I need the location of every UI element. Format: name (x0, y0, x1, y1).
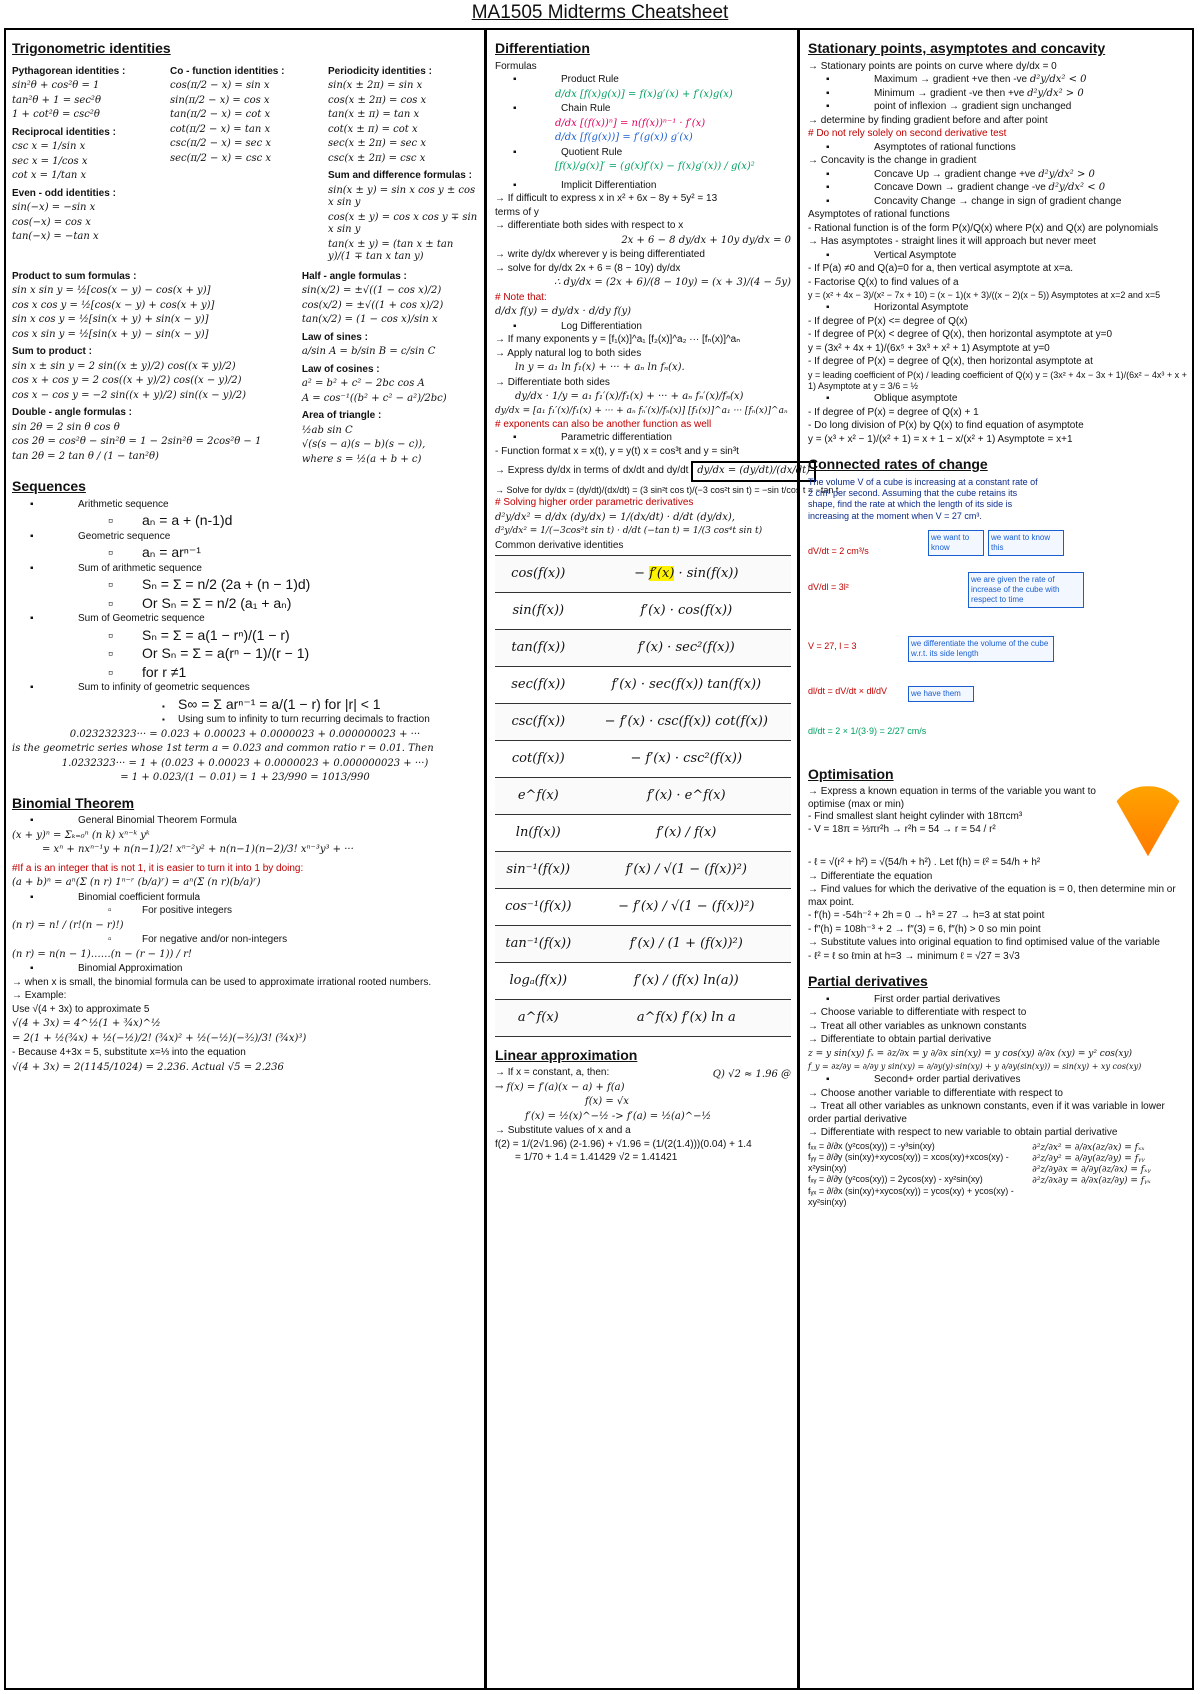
log-3: ln y = a₁ ln f₁(x) + ··· + aₙ ln fₙ(x). (515, 362, 685, 373)
sum-arith-label: ▪ Sum of arithmetic sequence (12, 563, 478, 576)
note-label: # Note that: (495, 291, 547, 303)
recip-2: sec x = 1/cos x (12, 155, 88, 167)
lin-2: → f(x) = f′(a)(x − a) + f(a) (495, 1081, 625, 1093)
sumdiff-2: cos(x ± y) = cos x cos y ∓ sin x sin y (328, 211, 478, 235)
linear-approx-section (495, 1047, 791, 1165)
stat-vert: ▪ Vertical Asymptote (808, 250, 1188, 263)
stationary-heading: Stationary points, asymptotes and concavity (808, 40, 1106, 56)
rates-eq-3: V = 27, l = 3 (808, 640, 857, 651)
stat-obl: ▪ Oblique asymptote (808, 393, 1188, 406)
sum-geo-label: ▪ Sum of Geometric sequence (12, 613, 478, 626)
lin-3: f(x) = √x (585, 1096, 629, 1108)
log-diff-label: ▪ Log Differentiation (495, 321, 791, 334)
partial-q5: fᵧᵧ = ∂/∂y (sin(xy)+xycos(xy)) = xcos(xy)+xcos(xy) - x²ysin(xy) (808, 1151, 1009, 1173)
opt-3: - V = 18π = ⅓πr²h → r²h = 54 → r = 54 / r² (808, 823, 996, 835)
partial-heading: Partial derivatives (808, 973, 928, 990)
log-1: → If many exponents y = [f₁(x)]^a₁ [f₂(x)]^a₂ ··· [fₙ(x)]^aₙ (495, 334, 741, 345)
stat-h1: - If degree of P(x) <= degree of Q(x) (808, 315, 968, 327)
stat-h5: y = leading coefficient of P(x) / leading coefficient of Q(x) y = (3x² + 4x − 3x + 1)/(6x² − 4x³ + x + 1) Asymptote at y = 3/6 = ½ (808, 369, 1187, 391)
derivative-result: f′(x) / (f(x) ln(a)) (582, 962, 791, 999)
area-3: where s = ½(a + b + c) (301, 453, 422, 465)
partial-q1: → Choose another variable to differentiate with respect to (808, 1087, 1063, 1099)
cofunc-6: sec(π/2 − x) = csc x (170, 152, 272, 164)
implicit-label: ▪ Implicit Differentiation (495, 180, 791, 193)
implicit-7: ∴ dy/dx = (2x + 6)/(8 − 10y) = (x + 3)/(4 − 5y) (554, 277, 791, 288)
partial-p5: f_y = ∂z/∂y = ∂/∂y y sin(xy) = ∂/∂y(y)·sin(xy) + y ∂/∂y(sin(xy)) = sin(xy) + xy cos(xy) (808, 1062, 1142, 1071)
derivative-function: cot(f(x)) (495, 740, 582, 777)
stat-o2: - Do long division of P(x) by Q(x) to find equation of asymptote (808, 420, 1084, 432)
param-2 (495, 459, 811, 484)
derivative-row (495, 555, 791, 592)
half-3: tan(x/2) = (1 − cos x)/sin x (301, 314, 438, 325)
stat-cc: ▪ Concavity Change → change in sign of gradient change (808, 196, 1188, 209)
column-left (4, 30, 484, 1690)
derivative-result: f′(x) · sec(f(x)) tan(f(x)) (582, 666, 791, 703)
stat-h2: - If degree of P(x) < degree of Q(x), then horizontal asymptote at y=0 (808, 329, 1113, 341)
binom-pos-label: ▫ For positive integers (12, 905, 478, 918)
stat-ar-head: Asymptotes of rational functions (808, 209, 950, 220)
cosines-2: A = cos⁻¹((b² + c² − a²)/2bc) (301, 392, 447, 404)
stat-max-text: Maximum → gradient +ve then -ve (874, 74, 1028, 85)
stat-horiz: ▪ Horizontal Asymptote (808, 302, 1188, 315)
binom-red-note: #If a is an integer that is not 1, it is easier to turn it into 1 by doing: (12, 862, 304, 874)
rates-box-4: we differentiate the volume of the cube w.r.t. its side length (908, 636, 1054, 662)
derivative-row (495, 962, 791, 999)
log-6: dy/dx = [a₁ f₁′(x)/f₁(x) + ··· + aₙ fₙ′(x)/fₙ(x)] [f₁(x)]^a₁ ··· [fₙ(x)]^aₙ (495, 405, 788, 416)
partial-notation (1032, 1143, 1188, 1207)
param-3: → Solve for dy/dx = (dy/dt)/(dx/dt) = (3 sin²t cos t)/(−3 cos²t sin t) = −sin t/cos t = −tan t (495, 484, 839, 495)
binom-neg-label: ▫ For negative and/or non-integers (12, 934, 478, 947)
partial-m2: ∂²z/∂y² = ∂/∂y(∂z/∂y) = fᵧᵧ (1032, 1153, 1145, 1164)
partial-q7: fᵧₓ = ∂/∂x (sin(xy)+xycos(xy)) = ycos(xy) + ycos(xy) - xy²sin(xy) (808, 1185, 1014, 1207)
stat-ar2: → Has asymptotes - straight lines it will approach but never meet (808, 236, 1096, 247)
opt-7: - f′(h) = -54h⁻² + 2h = 0 → h³ = 27 → h=3 at stat point (808, 910, 1045, 922)
sum-inf-label: ▪ Sum to infinity of geometric sequences (12, 682, 478, 695)
chain-rule-f1: d/dx [(f(x))ⁿ] = n(f(x))ⁿ⁻¹ · f′(x) (555, 117, 706, 129)
cone-image (1108, 786, 1188, 856)
stat-asym-rat: ▪ Asymptotes of rational functions (808, 142, 1188, 155)
partial-q2: → Treat all other variables as unknown constants, even if it was variable in lower order partial derivative (808, 1101, 1165, 1125)
derivative-result: f′(x) · sec²(f(x)) (582, 629, 791, 666)
s2p-label: Sum to product : (12, 346, 92, 357)
cosines-1: a² = b² + c² − 2bc cos A (301, 378, 425, 389)
sum-inf-formula: ▪ S∞ = Σ arⁿ⁻¹ = a/(1 − r) for |r| < 1 (12, 696, 478, 714)
binomial-heading: Binomial Theorem (12, 794, 135, 811)
pyth-label: Pythagorean identities : (12, 65, 126, 77)
higher-red-note: # Solving higher order parametric derivatives (495, 497, 694, 508)
optimisation-heading: Optimisation (808, 765, 894, 782)
sines-1: a/sin A = b/sin B = c/sin C (301, 346, 436, 357)
derivative-result: − f′(x) · csc(f(x)) cot(f(x)) (582, 703, 791, 740)
stat-o1: - If degree of P(x) = degree of Q(x) + 1 (808, 406, 979, 418)
partial-second-label: ▪ Second+ order partial derivatives (808, 1074, 1188, 1087)
partial-q3: → Differentiate with respect to new variable to obtain partial derivative (808, 1127, 1118, 1138)
derivative-row (495, 740, 791, 777)
binom-coef-label: ▪ Binomial coefficient formula (12, 892, 478, 905)
trig-col-1 (12, 61, 162, 266)
binom-f3: (a + b)ⁿ = aⁿ(Σ (n r) 1ⁿ⁻ʳ (b/a)ʳ) = aⁿ(Σ (n r)(b/a)ʳ) (12, 877, 261, 888)
cofunc-3: tan(π/2 − x) = cot x (170, 109, 271, 120)
derivative-row (495, 703, 791, 740)
lin-7: = 1/70 + 1.4 = 1.41429 √2 = 1.41421 (515, 1152, 678, 1164)
param-label: ▪ Parametric differentiation (495, 432, 791, 445)
log-4: → Differentiate both sides (495, 376, 610, 388)
derivative-function: cos(f(x)) (495, 555, 582, 592)
period-label: Periodicity identities : (328, 65, 432, 77)
stat-cd-cond: d²y/dx² < 0 (1048, 182, 1106, 193)
recurring-ex-3: 1.0232323··· = 1 + (0.023 + 0.00023 + 0.0000023 + 0.000000023 + ···) (61, 757, 429, 769)
geo-formula: ▫ aₙ = arⁿ⁻¹ (12, 544, 478, 562)
binom-f2: = xⁿ + nxⁿ⁻¹y + n(n−1)/2! xⁿ⁻²y² + n(n−1)(n−2)/3! xⁿ⁻³y³ + ··· (42, 844, 354, 855)
sum-arith-2: ▫ Or Sₙ = Σ = n/2 (a₁ + aₙ) (12, 595, 478, 613)
binom-approx-label: ▪ Binomial Approximation (12, 963, 478, 976)
derivative-function: e^f(x) (495, 777, 582, 814)
derivative-row (495, 851, 791, 888)
period-1: sin(x ± 2π) = sin x (328, 80, 423, 91)
derivative-result: f′(x) / f(x) (582, 814, 791, 851)
param-1: - Function format x = x(t), y = y(t) x = cos³t and y = sin³t (495, 445, 739, 457)
recip-1: csc x = 1/sin x (12, 141, 86, 152)
quotient-rule-label: ▪ Quotient Rule (495, 147, 791, 160)
evenodd-label: Even - odd identities : (12, 187, 116, 199)
stat-min-cond: d²y/dx² > 0 (1027, 87, 1084, 99)
binom-w3: - Because 4+3x = 5, substitute x=⅓ into the equation (12, 1047, 246, 1058)
evenodd-3: tan(−x) = −tan x (12, 231, 99, 242)
half-2: cos(x/2) = ±√((1 + cos x)/2) (301, 299, 444, 311)
product-rule-formula: d/dx [f(x)g(x)] = f(x)g′(x) + f′(x)g(x) (555, 88, 733, 100)
recurring-ex-4: = 1 + 0.023/(1 − 0.01) = 1 + 23/990 = 1013/990 (120, 772, 370, 783)
derivative-function: tan(f(x)) (495, 629, 582, 666)
stat-inflex: ▪ point of inflexion → gradient sign unchanged (808, 101, 1188, 114)
recurring-label: ▪ Using sum to infinity to turn recurring decimals to fraction (12, 714, 478, 727)
binom-example-label: → Example: (12, 990, 67, 1001)
double-2: cos 2θ = cos²θ − sin²θ = 1 − 2sin²θ = 2cos²θ − 1 (12, 436, 262, 447)
binom-w1: √(4 + 3x) = 4^½(1 + ¾x)^½ (12, 1018, 161, 1029)
derivative-row (495, 999, 791, 1036)
param-2-text: → Express dy/dx in terms of dx/dt and dy/dt (495, 465, 689, 477)
opt-9: → Substitute values into original equation to find optimised value of the variable (808, 937, 1160, 949)
rates-section (808, 456, 1188, 756)
partial-p1: → Choose variable to differentiate with respect to (808, 1007, 1027, 1019)
stat-red: # Do not rely solely on second derivative test (808, 128, 1007, 139)
stat-cd-text: Concave Down → gradient change -ve (874, 182, 1046, 193)
linear-approx-heading: Linear approximation (495, 1046, 638, 1063)
derivative-result: − f′(x) / √(1 − (f(x))²) (582, 888, 791, 925)
double-3: tan 2θ = 2 tan θ / (1 − tan²θ) (12, 450, 159, 462)
area-1: ½ab sin C (301, 424, 353, 436)
stat-min-text: Minimum → gradient -ve then +ve (874, 87, 1025, 99)
cosines-label: Law of cosines : (301, 363, 380, 375)
cofunc-1: cos(π/2 − x) = sin x (170, 80, 270, 91)
binom-general-label: ▪ General Binomial Theorem Formula (12, 815, 478, 828)
double-label: Double - angle formulas : (12, 407, 133, 418)
optimisation-section (808, 766, 1188, 964)
period-2: cos(x ± 2π) = cos x (328, 94, 427, 106)
sum-arith-1: ▫ Sₙ = Σ = n/2 (2a + (n − 1)d) (12, 576, 478, 594)
cofunc-2: sin(π/2 − x) = cos x (170, 94, 270, 106)
stat-1: → Stationary points are points on curve where dy/dx = 0 (808, 60, 1057, 72)
s2p-1: sin x ± sin y = 2 sin((x ± y)/2) cos((x ∓ y)/2) (12, 360, 236, 372)
derivative-result: a^f(x) f′(x) ln a (582, 999, 791, 1036)
partial-m1: ∂²z/∂x² = ∂/∂x(∂z/∂x) = fₓₓ (1032, 1142, 1145, 1153)
sum-geo-1: ▫ Sₙ = Σ = a(1 − rⁿ)/(1 − r) (12, 627, 478, 645)
area-2: √(s(s − a)(s − b)(s − c)), (301, 439, 426, 450)
chain-rule-label: ▪ Chain Rule (495, 103, 791, 116)
quotient-rule-formula: [f(x)/g(x)]′ = (g(x)f′(x) − f(x)g′(x)) / g(x)² (555, 161, 755, 172)
stat-v2: - Factorise Q(x) to find values of a (808, 276, 959, 288)
prod-4: cos x sin y = ½[sin(x + y) − sin(x − y)] (12, 328, 209, 340)
arith-label: ▪ Arithmetic sequence (12, 499, 478, 512)
stat-2: → determine by finding gradient before and after point (808, 114, 1048, 126)
opt-5: → Differentiate the equation (808, 870, 933, 882)
double-1: sin 2θ = 2 sin θ cos θ (12, 421, 120, 433)
sequences-section (12, 478, 478, 785)
partial-m3: ∂²z/∂y∂x = ∂/∂y(∂z/∂x) = fₓᵧ (1032, 1165, 1151, 1175)
prod-label: Product to sum formulas : (12, 270, 137, 282)
stat-v1: - If P(a) ≠0 and Q(a)=0 for a, then vertical asymptote at x=a. (808, 263, 1074, 274)
stat-v3: y = (x² + 4x − 3)/(x² − 7x + 10) = (x − 1)(x + 3)/((x − 2)(x − 5)) Asymptotes at x=2 and x=5 (808, 290, 1161, 300)
lin-6: f(2) = 1/(2√1.96) (2-1.96) + √1.96 = (1/(2(1.4)))(0.04) + 1.4 (495, 1138, 752, 1150)
rates-heading: Connected rates of change (808, 456, 988, 473)
implicit-1: → If difficult to express x in x² + 6x − 8y + 5y² = 13 (495, 193, 718, 204)
opt-2: - Find smallest slant height cylinder with 18πcm³ (808, 811, 1023, 823)
derivative-result: f′(x) · e^f(x) (582, 777, 791, 814)
rates-eq-1: dV/dt = 2 cm³/s (808, 545, 869, 556)
s2p-2: cos x + cos y = 2 cos((x + y)/2) cos((x − y)/2) (12, 375, 242, 386)
partial-p2: → Treat all other variables as unknown constants (808, 1020, 1027, 1032)
derivative-row (495, 592, 791, 629)
arith-formula: ▫ aₙ = a + (n-1)d (12, 512, 478, 530)
partial-p3: → Differentiate to obtain partial derivative (808, 1034, 992, 1046)
cofunc-5: csc(π/2 − x) = sec x (170, 138, 272, 149)
stat-cu (808, 169, 1188, 182)
cofunc-4: cot(π/2 − x) = tan x (170, 123, 271, 135)
exp-red-note: # exponents can also be another function as well (495, 418, 712, 430)
stat-h3: y = (3x² + 4x + 1)/(6x⁵ + 3x³ + x² + 1) Asymptote at y=0 (808, 342, 1050, 354)
opt-8: - f″(h) = 108h⁻³ + 2 → f″(3) = 6, f″(h) > 0 so min point (808, 923, 1041, 935)
recurring-ex-2: is the geometric series whose 1st term a = 0.023 and common ratio r = 0.01. Then (12, 743, 434, 754)
sines-label: Law of sines : (301, 331, 368, 343)
product-rule-label: ▪ Product Rule (495, 74, 791, 87)
derivative-row (495, 777, 791, 814)
opt-1: → Express a known equation in terms of the variable you want to optimise (max or min) (808, 786, 1096, 810)
partial-workings (808, 1141, 1026, 1209)
derivative-function: csc(f(x)) (495, 703, 582, 740)
stat-cu-text: Concave Up → gradient change +ve (874, 168, 1036, 180)
evenodd-1: sin(−x) = −sin x (12, 202, 96, 213)
partial-p4: z = y sin(xy) fₓ = ∂z/∂x = y ∂/∂x sin(xy) = y cos(xy) ∂/∂x (xy) = y² cos(xy) (808, 1048, 1133, 1059)
derivative-row (495, 925, 791, 962)
half-label: Half - angle formulas : (301, 270, 407, 282)
rates-box-2: we want to know this (988, 530, 1064, 556)
rates-box-1: we want to know (928, 530, 984, 556)
binom-f1: (x + y)ⁿ = Σₖ₌₀ⁿ (n k) xⁿ⁻ᵏ yᵏ (12, 829, 150, 841)
derivative-result: − f′(x) · csc²(f(x)) (582, 740, 791, 777)
derivative-function: sin(f(x)) (495, 592, 582, 629)
diff-heading: Differentiation (495, 40, 590, 56)
stat-max (808, 74, 1188, 87)
rates-eq-5: dl/dt = 2 × 1/(3·9) = 2/27 cm/s (808, 725, 927, 736)
derivative-row (495, 666, 791, 703)
rates-box-3: we are given the rate of increase of the cube with respect to time (968, 572, 1084, 608)
stat-h4: - If degree of P(x) = degree of Q(x), then horizontal asymptote at (808, 356, 1093, 368)
binom-approx-text: → when x is small, the binomial formula can be used to approximate irrational rooted numbers. (12, 976, 432, 988)
highlight-mark: f′(x) (649, 565, 675, 581)
partial-q6: fₓᵧ = ∂/∂y (y²cos(xy)) = 2ycos(xy) - xy²sin(xy) (808, 1174, 983, 1185)
log-5: dy/dx · 1/y = a₁ f₁′(x)/f₁(x) + ··· + aₙ fₙ′(x)/fₙ(x) (515, 391, 744, 402)
derivative-row (495, 888, 791, 925)
derivative-function: ln(f(x)) (495, 814, 582, 851)
stat-o3: y = (x³ + x² − 1)/(x² + 1) = x + 1 − x/(x² + 1) Asymptote = x+1 (808, 433, 1073, 445)
trig-col-3 (328, 61, 478, 266)
sumdiff-label: Sum and difference formulas : (328, 170, 472, 181)
opt-text-block (808, 786, 1108, 856)
derivative-function: a^f(x) (495, 999, 582, 1036)
opt-4: - ℓ = √(r² + h²) = √(54/h + h²) . Let f(h) = ℓ² = 54/h + h² (808, 857, 1041, 869)
diff-formulas-label: Formulas (495, 60, 537, 72)
lin-4: f′(x) = ½(x)^−½ -> f′(a) = ½(a)^−½ (525, 1110, 712, 1122)
binom-w4: √(4 + 3x) = 2(1145/1024) = 2.236. Actual √5 = 2.236 (12, 1061, 284, 1073)
rates-eq-4: dl/dt = dV/dt × dl/dV (808, 685, 888, 696)
binom-w2: = 2(1 + ½(¾x) + ½(−½)/2! (¾x)² + ½(−½)(−³⁄₂)/3! (¾x)³) (12, 1032, 307, 1044)
binomial-section (12, 795, 478, 1075)
period-6: csc(x ± 2π) = csc x (328, 152, 426, 164)
lin-1 (495, 1067, 791, 1080)
note-formula: d/dx f(y) = dy/dx · d/dy f(y) (495, 306, 632, 317)
higher-2: d²y/dx² = 1/(−3cos²t sin t) · d/dt (−tan t) = 1/(3 cos⁴t sin t) (495, 526, 763, 536)
derivative-function: sec(f(x)) (495, 666, 582, 703)
trig-heading: Trigonometric identities (12, 40, 171, 56)
lin-1-question: Q) √2 ≈ 1.96 @ (712, 1069, 791, 1081)
column-right (797, 30, 1194, 1690)
recurring-ex-1: 0.023232323··· = 0.023 + 0.00023 + 0.0000023 + 0.000000023 + ··· (69, 728, 421, 740)
period-4: cot(x ± π) = cot x (328, 123, 418, 135)
derivative-result: f′(x) · cos(f(x)) (582, 592, 791, 629)
binom-pos-formula: (n r) = n! / (r!(n − r)!) (12, 919, 124, 931)
period-3: tan(x ± π) = tan x (328, 109, 420, 120)
derivative-row (495, 814, 791, 851)
trig-col-2 (170, 61, 320, 266)
partial-section (808, 973, 1188, 1208)
common-label: Common derivative identities (495, 540, 624, 552)
chain-rule-f2: d/dx [f(g(x))] = f′(g(x)) g′(x) (555, 132, 693, 143)
derivative-result: − f′(x) · sin(f(x)) (582, 555, 791, 592)
stat-ar1: - Rational function is of the form P(x)/Q(x) where P(x) and Q(x) are polynomials (808, 222, 1159, 234)
evenodd-2: cos(−x) = cos x (12, 216, 91, 228)
s2p-3: cos x − cos y = −2 sin((x + y)/2) sin((x − y)/2) (12, 389, 246, 401)
opt-6: → Find values for which the derivative of the equation is = 0, then determine min or max point. (808, 884, 1176, 908)
trig-col-4 (12, 266, 294, 469)
higher-1: d²y/dx² = d/dx (dy/dx) = 1/(dx/dt) · d/dt (dy/dx), (495, 511, 735, 523)
lin-1-text: → If x = constant, a, then: (495, 1067, 610, 1079)
derivative-function: tan⁻¹(f(x)) (495, 925, 582, 962)
pyth-3: 1 + cot²θ = csc²θ (12, 109, 100, 120)
partial-first-label: ▪ First order partial derivatives (808, 994, 1188, 1007)
recip-label: Reciprocal identities : (12, 126, 116, 138)
partial-m4: ∂²z/∂x∂y = ∂/∂x(∂z/∂y) = fᵧₓ (1032, 1176, 1151, 1187)
derivative-result: f′(x) / √(1 − (f(x))²) (582, 851, 791, 888)
derivative-row (495, 629, 791, 666)
sumdiff-3: tan(x ± y) = (tan x ± tan y)/(1 ∓ tan x tan y) (328, 238, 454, 262)
cofunc-label: Co - function identities : (170, 65, 285, 77)
derivative-function: logₐ(f(x)) (495, 962, 582, 999)
implicit-2: terms of y (495, 206, 539, 218)
derivative-table (495, 555, 791, 1037)
recip-3: cot x = 1/tan x (12, 170, 87, 181)
implicit-4: 2x + 6 − 8 dy/dx + 10y dy/dx = 0 (621, 234, 791, 246)
sumdiff-1: sin(x ± y) = sin x cos y ± cos x sin y (328, 184, 476, 208)
half-1: sin(x/2) = ±√((1 − cos x)/2) (301, 285, 442, 296)
prod-1: sin x sin y = ½[cos(x − y) − cos(x + y)] (12, 285, 211, 296)
derivative-function: cos⁻¹(f(x)) (495, 888, 582, 925)
pyth-2: tan²θ + 1 = sec²θ (12, 94, 101, 106)
log-2: → Apply natural log to both sides (495, 347, 642, 359)
period-5: sec(x ± 2π) = sec x (328, 138, 426, 149)
implicit-6: → solve for dy/dx 2x + 6 = (8 − 10y) dy/dx (495, 262, 681, 274)
prod-3: sin x cos y = ½[sin(x + y) + sin(x − y)] (12, 314, 209, 325)
implicit-3: → differentiate both sides with respect to x (495, 220, 684, 231)
derivative-result: f′(x) / (1 + (f(x))²) (582, 925, 791, 962)
page-title: MA1505 Midterms Cheatsheet (471, 2, 729, 23)
stationary-section (808, 40, 1188, 446)
stat-cu-cond: d²y/dx² > 0 (1038, 168, 1095, 180)
derivative-function: sin⁻¹(f(x)) (495, 851, 582, 888)
binom-use: Use √(4 + 3x) to approximate 5 (12, 1003, 150, 1015)
partial-q4: fₓₓ = ∂/∂x (y²cos(xy)) = -y³sin(xy) (808, 1140, 935, 1151)
lin-5: → Substitute values of x and a (495, 1125, 631, 1137)
trig-col-5 (302, 266, 478, 469)
stat-conc: → Concavity is the change in gradient (808, 155, 977, 166)
sequences-heading: Sequences (12, 478, 86, 494)
binom-neg-formula: (n r) = n(n − 1)……(n − (r − 1)) / r! (12, 948, 192, 960)
rates-box-5: we have them (908, 686, 974, 702)
prod-2: cos x cos y = ½[cos(x − y) + cos(x + y)] (12, 299, 215, 311)
sum-geo-2: ▫ Or Sₙ = Σ = a(rⁿ − 1)/(r − 1) (12, 645, 478, 663)
geo-label: ▪ Geometric sequence (12, 531, 478, 544)
area-label: Area of triangle : (301, 410, 382, 421)
sum-geo-3: ▫ for r ≠1 (12, 664, 478, 682)
param-2-box: dy/dx = (dy/dt)/(dx/dt) (691, 461, 816, 482)
pyth-1: sin²θ + cos²θ = 1 (12, 80, 100, 91)
opt-10: - ℓ² = ℓ so ℓmin at h=3 → minimum ℓ = √27 = 3√3 (808, 950, 1020, 962)
rates-diagram (808, 526, 1188, 756)
rates-eq-2: dV/dl = 3l² (808, 581, 849, 592)
implicit-5: → write dy/dx wherever y is being differentiated (495, 249, 705, 260)
stat-min (808, 88, 1188, 101)
stat-cd (808, 182, 1188, 195)
stat-max-cond: d²y/dx² < 0 (1029, 74, 1087, 85)
rates-question: The volume V of a cube is increasing at a constant rate of 2 cm³ per second. Assuming that the cube retains its shape, find the rate at which the length of its side is increasing at the moment when V = 27 cm³. (808, 476, 1038, 521)
trig-section (12, 40, 478, 468)
